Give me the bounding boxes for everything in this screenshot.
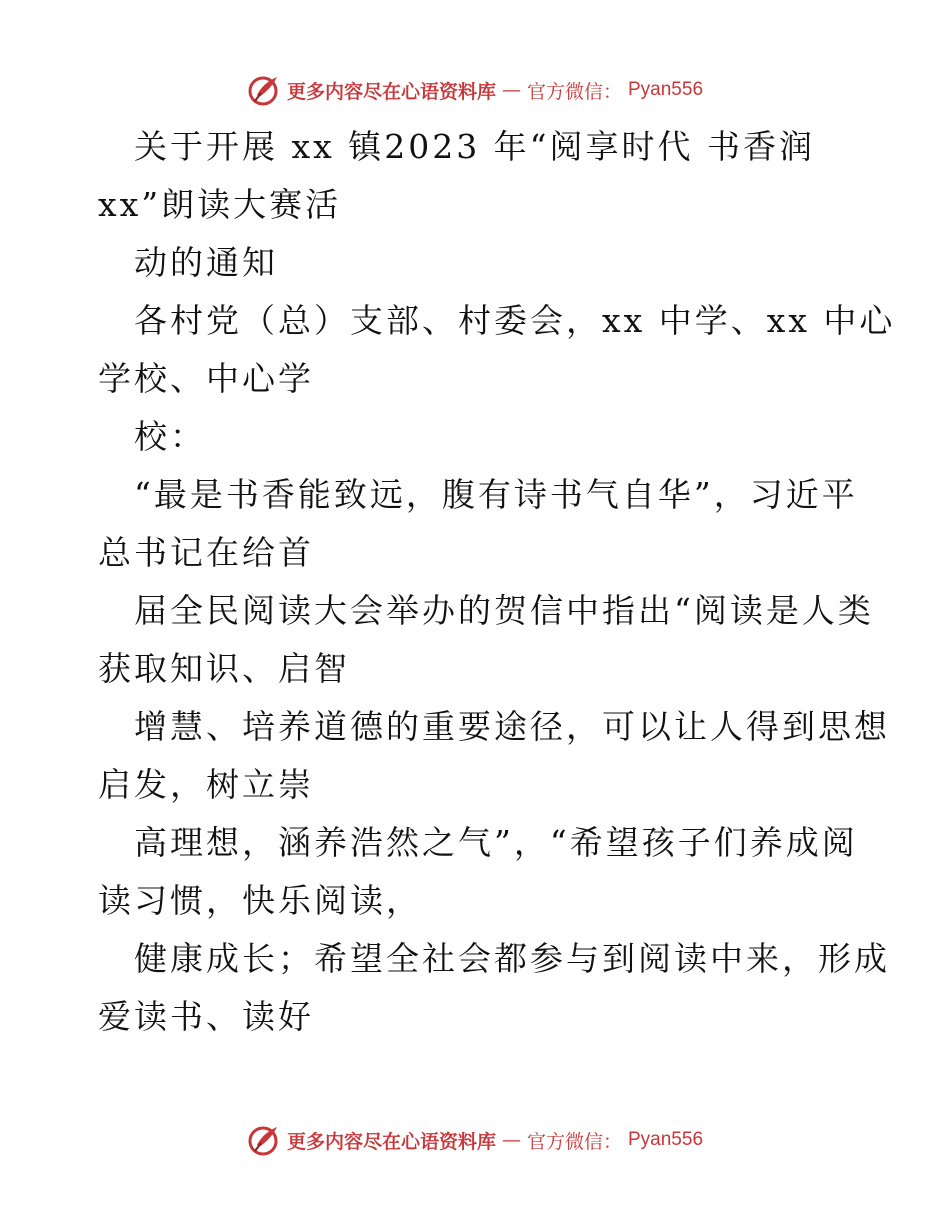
- title-line-3: 动的通知: [134, 243, 278, 282]
- banner-wechat-id: Pyan556: [628, 79, 704, 100]
- paragraph-line-1: “最是书香能致远，腹有诗书气自华”，习近平: [134, 475, 858, 514]
- addressee-line-2: 学校、中心学: [98, 359, 314, 398]
- paragraph-line-2: 总书记在给首: [98, 533, 314, 572]
- banner-wechat-id: Pyan556: [628, 1129, 704, 1150]
- footer-banner: [0, 1120, 950, 1160]
- paragraph-line-5: 增慧、培养道德的重要途径，可以让人得到思想: [134, 707, 890, 746]
- paragraph-line-4: 获取知识、启智: [98, 649, 350, 688]
- banner-separator: —: [501, 79, 521, 101]
- banner-brand-text: 更多内容尽在心语资料库: [286, 1130, 496, 1153]
- header-banner: [0, 70, 950, 110]
- paragraph-line-3: 届全民阅读大会举办的贺信中指出“阅读是人类: [134, 591, 874, 630]
- notice-body: [98, 118, 896, 1046]
- paragraph-line-6: 启发，树立崇: [98, 765, 314, 804]
- title-line-1: 关于开展 xx 镇2023 年“阅享时代 书香润: [134, 127, 816, 166]
- addressee-line-3: 校：: [134, 417, 206, 456]
- banner-official-label: 官方微信：: [526, 1130, 622, 1153]
- paragraph-line-8: 读习惯，快乐阅读，: [98, 881, 422, 920]
- banner-official-label: 官方微信：: [526, 80, 622, 103]
- paragraph-line-9: 健康成长；希望全社会都参与到阅读中来，形成: [134, 939, 890, 978]
- quill-logo-icon: [247, 1123, 281, 1157]
- paragraph-line-7: 高理想，涵养浩然之气”，“希望孩子们养成阅: [134, 823, 858, 862]
- banner-brand-text: 更多内容尽在心语资料库: [286, 80, 496, 103]
- quill-logo-icon: [247, 73, 281, 107]
- paragraph-line-10: 爱读书、读好: [98, 997, 314, 1036]
- addressee-line-1: 各村党（总）支部、村委会，xx 中学、xx 中心: [134, 301, 896, 340]
- banner-separator: —: [501, 1129, 521, 1151]
- title-line-2: xx”朗读大赛活: [98, 185, 342, 224]
